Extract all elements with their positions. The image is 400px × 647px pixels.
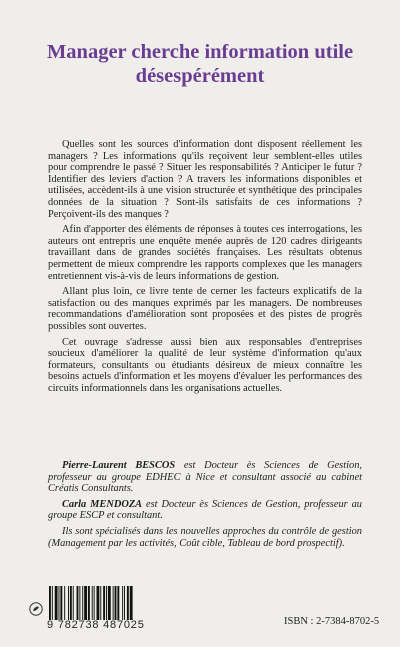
publisher-logo-icon xyxy=(29,602,43,616)
author-1-description: est Docteur ès Sciences de Gestion, professeur au groupe EDHEC à Nice et consultant associé au cabinet Créatis Consultants. xyxy=(48,460,362,495)
barcode-bar xyxy=(124,586,125,620)
author-1-bio xyxy=(48,460,362,495)
blurb-paragraph-3: Allant plus loin, ce livre tente de cerner les facteurs explicatifs de la satisfaction ou des manques exprimés par les managers. De nombreuses recommandations d'amélioration sont proposées et des pistes de progrès possibles sont ouvertes. xyxy=(48,286,362,332)
barcode-bar xyxy=(100,586,101,620)
barcode-bar xyxy=(73,586,74,620)
author-2-name: Carla MENDOZA xyxy=(62,498,143,510)
barcode-bar xyxy=(52,586,53,620)
barcode-bar xyxy=(106,586,107,620)
barcode-bar xyxy=(117,586,119,620)
barcode-bar xyxy=(82,586,83,620)
barcode-bars xyxy=(49,586,159,620)
author-bios xyxy=(48,460,362,553)
barcode-bar xyxy=(113,586,114,620)
barcode-bar xyxy=(60,586,62,620)
barcode-bar xyxy=(130,586,133,620)
blurb-paragraph-4: Cet ouvrage s'adresse aussi bien aux responsables d'entreprises soucieux d'améliorer la qualité de leur système d'information qu'aux formateurs, consultants ou étudiants désireux de mieux connaître les besoins actuels d'information et les moyens d'évaluer les performances des circuits informationnels dans les organisations actuelles. xyxy=(48,336,362,394)
barcode-bar xyxy=(77,586,79,620)
barcode-bar xyxy=(122,586,123,620)
barcode-bar xyxy=(115,586,117,620)
author-2-bio xyxy=(48,499,362,522)
book-title-line1: Manager cherche information utile xyxy=(46,41,354,63)
book-title xyxy=(0,40,400,88)
barcode-bar xyxy=(79,586,80,620)
barcode-bar xyxy=(108,586,111,620)
blurb-paragraph-1: Quelles sont les sources d'information dont disposent réellement les managers ? Les informations qu'ils reçoivent leur semblent-elles utiles pour comprendre le passé ? Situer les responsabilités ? Anticiper le futur ? Identifier des leviers d'action ? A travers les informations disponibles et utilisées, accèdent-ils à une vision structurée et synthétique des principales données de la situation ? Sont-ils satisfaits de ces informations ? Perçoivent-ils des manques ? xyxy=(48,139,362,220)
barcode-bar xyxy=(55,586,58,620)
barcode-bar xyxy=(70,586,72,620)
barcode-bar xyxy=(59,586,60,620)
barcode-bar xyxy=(127,586,129,620)
barcode-bar xyxy=(49,586,51,620)
isbn-number: ISBN : 2-7384-8702-5 xyxy=(284,616,380,627)
barcode-bar xyxy=(97,586,100,620)
author-1-name: Pierre-Laurent BESCOS xyxy=(62,460,176,471)
barcode-bar xyxy=(94,586,95,620)
barcode-bar xyxy=(68,586,69,620)
barcode-bar xyxy=(64,586,65,620)
barcode-bar xyxy=(92,586,93,620)
barcode-digits: 9 782738 487025 xyxy=(47,619,145,631)
author-2-description: est Docteur ès Sciences de Gestion, professeur au groupe ESCP et consultant. xyxy=(48,498,362,522)
barcode-bar xyxy=(103,586,105,620)
book-title-line2: désespérément xyxy=(135,65,265,87)
blurb-paragraph-2: Afin d'apporter des éléments de réponses à toutes ces interrogations, les auteurs ont entrepris une enquête menée auprès de 120 cadres dirigeants travaillant dans de grandes sociétés françaises. Les résultats obtenus permettent de mieux comprendre les rapports complexes que les managers entretiennent vis-à-vis de leurs informations de gestion. xyxy=(48,224,362,282)
barcode xyxy=(47,586,163,632)
authors-specialty: Ils sont spécialisés dans les nouvelles approches du contrôle de gestion (Management par les activités, Coût cible, Tableau de bord prospectif). xyxy=(48,525,362,549)
barcode-bar xyxy=(88,586,90,620)
blurb xyxy=(48,139,362,398)
barcode-bar xyxy=(84,586,87,620)
